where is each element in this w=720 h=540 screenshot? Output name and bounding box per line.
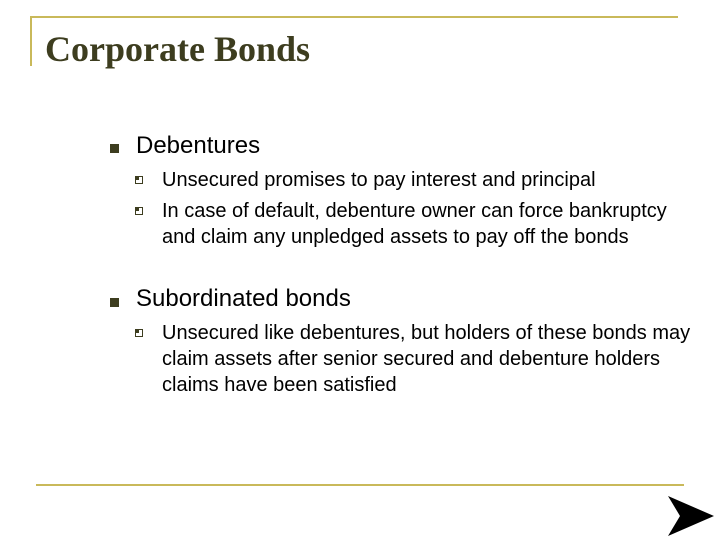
sub-bullet-unsecured-promises: Unsecured promises to pay interest and principal xyxy=(162,169,596,191)
footer-divider xyxy=(36,484,684,486)
sub-bullet-icon xyxy=(135,207,143,215)
next-arrow-icon[interactable] xyxy=(666,494,716,538)
sub-bullet-default: In case of default, debenture owner can force bankruptcy and claim any unpledged assets to pay off the bonds xyxy=(162,200,667,248)
bullet-square-icon xyxy=(110,298,119,307)
bullet-square-icon xyxy=(110,144,119,153)
title-frame-top xyxy=(30,16,678,18)
title-frame-left xyxy=(30,16,32,66)
bullet-debentures: Debentures xyxy=(136,132,261,159)
sub-bullet-icon xyxy=(135,329,143,337)
bullet-subordinated-bonds: Subordinated bonds xyxy=(136,285,351,312)
sub-bullet-subordinated: Unsecured like debentures, but holders of these bonds may claim assets after senior secured and debenture holders claims have been satisfied xyxy=(162,322,691,396)
sub-bullet-icon xyxy=(135,176,143,184)
slide-title: Corporate Bonds xyxy=(45,29,311,69)
